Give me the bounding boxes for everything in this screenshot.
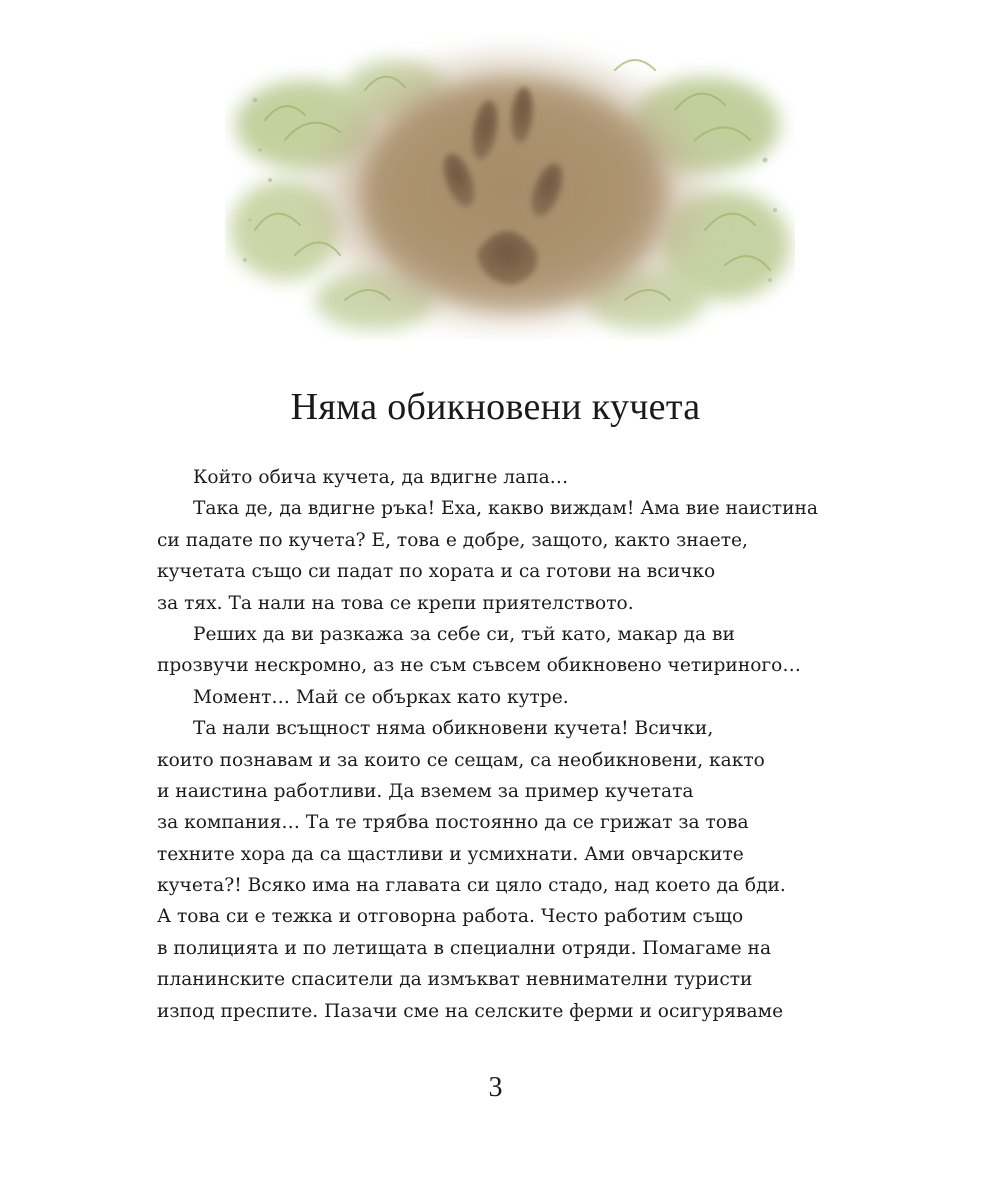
chapter-title: Няма обикновени кучета (290, 386, 701, 428)
body-text (157, 462, 847, 1027)
text-line: за компания… Та те трябва постоянно да се грижат за това (157, 812, 749, 834)
text-line: кучета?! Всяко има на главата си цяло стадо, над което да бди. (157, 875, 786, 897)
text-line: техните хора да са щастливи и усмихнати. Ами овчарските (157, 843, 744, 865)
text-line: в полицията и по летищата в специални отряди. Помагаме на (157, 937, 772, 959)
text-line: Та нали всъщност няма обикновени кучета! Всички, (193, 718, 714, 740)
text-line: Който обича кучета, да вдигне лапа… (193, 467, 569, 488)
text-line: кучетата също си падат по хората и са готови на всичко (157, 561, 716, 583)
text-line: Така де, да вдигне ръка! Еха, какво виждам! Ама вие наистина (193, 498, 818, 520)
text-line: Реших да ви разкажа за себе си, тъй като, макар да ви (193, 623, 735, 645)
text-line: изпод преспите. Пазачи сме на селските ферми и осигуряваме (157, 1000, 784, 1022)
paw-print-icon (225, 30, 795, 340)
paw-print-illustration (225, 30, 795, 340)
text-line: Момент… Май се обърках като кутре. (193, 686, 569, 708)
text-line: които познавам и за които се сещам, са необикновени, както (157, 749, 765, 771)
text-line: прозвучи нескромно, аз не съм съвсем обикновено четириного… (157, 655, 801, 677)
page-number: 3 (488, 1072, 503, 1103)
text-line: и наистина работливи. Да вземем за пример кучетата (157, 780, 694, 802)
text-line: си падате по кучета? Е, това е добре, защото, както знаете, (157, 529, 748, 551)
text-line: А това си е тежка и отговорна работа. Често работим също (157, 906, 744, 928)
text-line: за тях. Та нали на това се крепи приятелството. (157, 592, 634, 614)
text-line: планинските спасители да измъкват невнимателни туристи (157, 969, 753, 991)
